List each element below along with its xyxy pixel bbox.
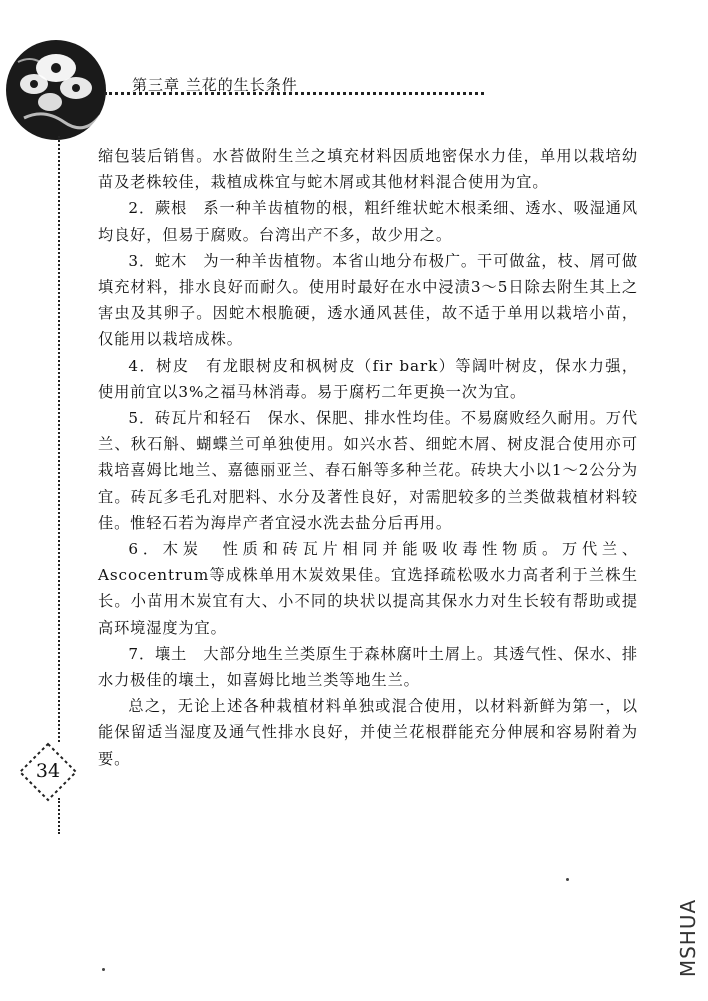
watermark bbox=[676, 884, 700, 992]
paragraph-2: 2．蕨根 系一种羊齿植物的根，粗纤维状蛇木根柔细、透水、吸湿通风均良好，但易于腐败。台湾出产不多，故少用之。 bbox=[98, 199, 638, 244]
paragraph-1: 缩包装后销售。水苔做附生兰之填充材料因质地密保水力佳，单用以栽培幼苗及老株较佳，栽植成株宜与蛇木屑或其他材料混合使用为宜。 bbox=[98, 147, 638, 192]
speck-mark bbox=[566, 878, 569, 881]
flower-logo-icon bbox=[4, 38, 108, 142]
chapter-header-title: 第三章 兰花的生长条件 bbox=[132, 76, 298, 94]
paragraph-3: 3．蛇木 为一种羊齿植物。本省山地分布极广。干可做盆，枝、屑可做填充材料，排水良好而耐久。使用时最好在水中浸渍3～5日除去附生其上之害虫及其卵子。因蛇木根脆硬，透水通风甚佳，故不适于单用以栽培小苗，仅能用以栽培成株。 bbox=[98, 251, 638, 349]
page-number: 34 bbox=[35, 760, 61, 782]
paragraph-7: 7．壤土 大部分地生兰类原生于森林腐叶土屑上。其透气性、保水、排水力极佳的壤土，如喜姆比地兰类等地生兰。 bbox=[98, 644, 638, 690]
header-divider bbox=[104, 92, 484, 95]
margin-divider-top bbox=[58, 136, 60, 742]
body-text bbox=[98, 143, 638, 772]
paragraph-8: 总之，无论上述各种栽植材料单独或混合使用，以材料新鲜为第一，以能保留适当湿度及通气性排水良好，并使兰花根群能充分伸展和容易附着为要。 bbox=[98, 697, 638, 768]
paragraph-4: 4．树皮 有龙眼树皮和枫树皮（fir bark）等阔叶树皮，保水力强，使用前宜以3%之福马林消毒。易于腐朽二年更换一次为宜。 bbox=[98, 356, 638, 401]
margin-divider-bottom bbox=[58, 798, 60, 834]
paragraph-6: 6．木炭 性质和砖瓦片相同并能吸收毒性物质。万代兰、Ascocentrum等成株单用木炭效果佳。宜选择疏松吸水力高者利于兰株生长。小苗用木炭宜有大、小不同的块状以提高其保水力对生长较有帮助或提高环境湿度为宜。 bbox=[98, 540, 638, 637]
paragraph-5: 5．砖瓦片和轻石 保水、保肥、排水性均佳。不易腐败经久耐用。万代兰、秋石斛、蝴蝶兰可单独使用。如兴水苔、细蛇木屑、树皮混合使用亦可栽培喜姆比地兰、嘉德丽亚兰、春石斛等多种兰花。砖块大小以1～2公分为宜。砖瓦多毛孔对肥料、水分及著性良好，对需肥较多的兰类做栽植材料较佳。惟轻石若为海岸产者宜浸水洗去盐分后再用。 bbox=[98, 409, 638, 532]
watermark-text: MSHUA bbox=[676, 898, 700, 978]
speck-mark bbox=[102, 968, 105, 971]
